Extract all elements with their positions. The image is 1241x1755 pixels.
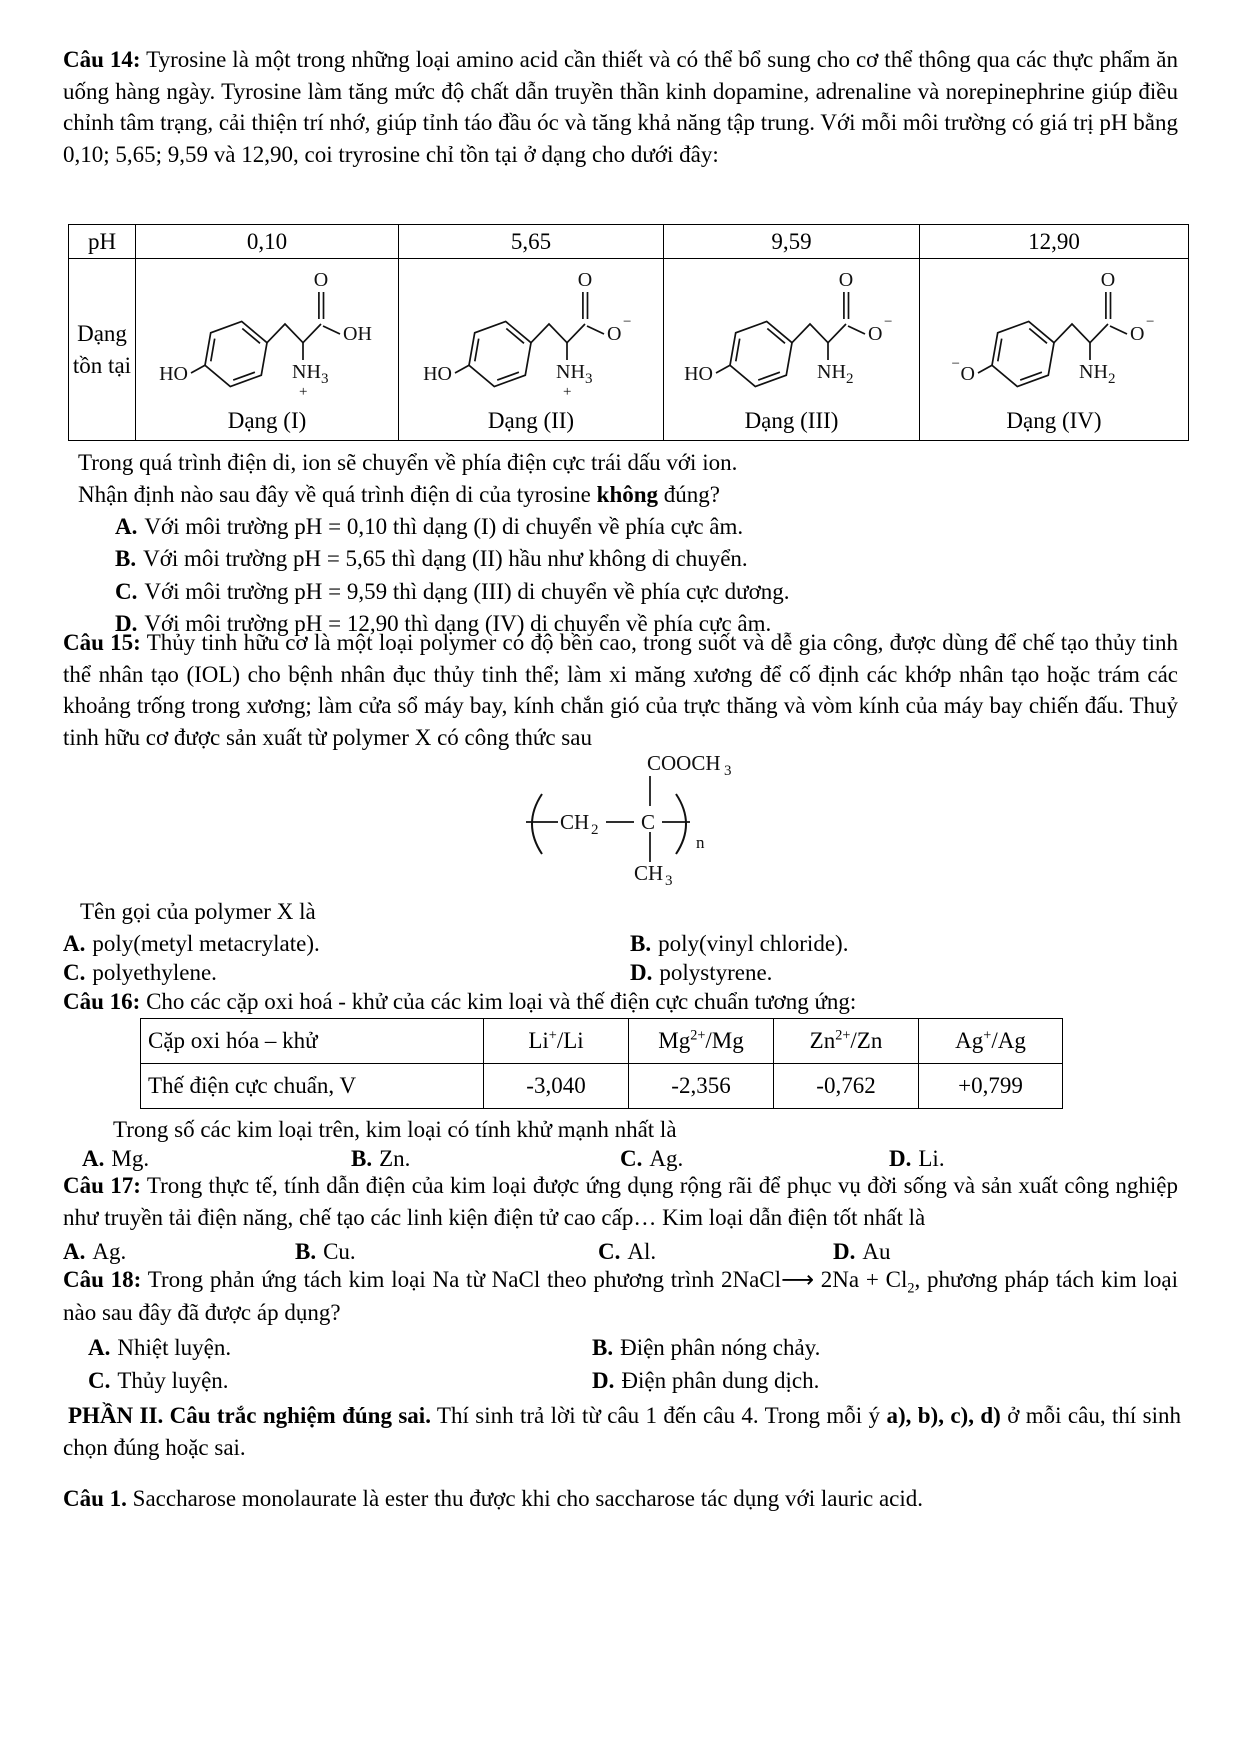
- q17-paragraph: [63, 1170, 1178, 1233]
- q17-options-row: [63, 1236, 1178, 1266]
- ph-header-cell: pH: [69, 225, 136, 259]
- potential-row-label: Thế điện cực chuẩn, V: [141, 1064, 484, 1109]
- acid-group: OH: [343, 323, 372, 345]
- q17-option-a: A. Ag.: [63, 1239, 127, 1264]
- q16-option-a: A. Mg.: [82, 1146, 150, 1171]
- ch3-group: CH: [634, 861, 664, 885]
- amine-group: NH: [292, 361, 321, 383]
- form-caption: Dạng (I): [227, 408, 307, 433]
- acid-group: O: [867, 323, 882, 345]
- q16-option-d: D. Li.: [889, 1146, 945, 1171]
- q16-intro: Câu 16: Cho các cặp oxi hoá - khử của các kim loại và thế điện cực chuẩn tương ứng:: [63, 989, 857, 1014]
- q15-label: Câu 15:: [63, 630, 141, 655]
- potential-value-cell: -0,762: [774, 1064, 919, 1109]
- form-cell-2: [399, 259, 664, 441]
- q17-label: Câu 17:: [63, 1173, 141, 1198]
- q14-option-d: D. Với môi trường pH = 12,90 thì dạng (IV) di chuyển về phía cực âm.: [115, 611, 772, 636]
- table-row: [69, 225, 1189, 259]
- pair-cell: $Zn^{2+}/Zn$: [774, 1019, 919, 1064]
- form-cell-3: [664, 259, 920, 441]
- q18-option-d: D. Điện phân dung dịch.: [592, 1368, 820, 1393]
- amine-group: NH: [816, 361, 846, 383]
- ester-group: COOCH: [647, 751, 721, 775]
- tyrosine-forms-table: [68, 224, 1189, 441]
- pair-cell: Ag+/Ag: [919, 1019, 1063, 1064]
- ester-sub: 3: [724, 763, 732, 779]
- q14-question: Nhận định nào sau đây về quá trình điện di của tyrosine không đúng?: [78, 482, 720, 507]
- q14-option-b: B. Với môi trường pH = 5,65 thì dạng (II) hầu như không di chuyển.: [115, 546, 748, 571]
- form-cell-4: [920, 259, 1189, 441]
- form-caption: Dạng (III): [744, 408, 839, 433]
- q14-body: Tyrosine là một trong những loại amino acid cần thiết và có thể bổ sung cho cơ thể thông qua các thực phẩm ăn uống hàng ngày. Tyrosine làm tăng mức độ chất dẫn truyền thần kinh dopamine, adrenaline và norepinephrine giúp điều chỉnh tâm trạng, cải thiện trí nhớ, giúp tỉnh táo đầu óc và tăng khả năng tập trung. Với mỗi môi trường có giá trị pH bằng 0,10; 5,65; 9,59 và 12,90, coi tryrosine chỉ tồn tại ở dạng cho dưới đây:: [63, 47, 1178, 167]
- q16-option-b: B. Zn.: [351, 1146, 411, 1171]
- q15-option-a: A. poly(metyl metacrylate).: [63, 931, 320, 956]
- polymer-x-structure: [470, 748, 770, 894]
- phenol-group: HO: [159, 363, 188, 385]
- amine-group: NH: [556, 361, 585, 383]
- q17-option-d: D. Au: [833, 1239, 891, 1264]
- q18-option-c: C. Thủy luyện.: [88, 1368, 229, 1393]
- ph-value-cell: 5,65: [399, 225, 664, 259]
- table-row: [141, 1019, 1063, 1064]
- amine-sub: 2: [1108, 371, 1116, 387]
- forms-row-label: Dạng tồn tại: [69, 259, 136, 441]
- q17-option-b: B. Cu.: [295, 1239, 356, 1264]
- amine-group: NH: [1079, 361, 1108, 383]
- amine-sub: 3: [585, 371, 593, 387]
- tyrosine-structure-II-svg: [422, 262, 640, 408]
- q14-paragraph: [63, 44, 1178, 170]
- acid-group: O: [1130, 323, 1145, 345]
- tyrosine-structure-I-svg: [158, 262, 376, 408]
- q17-body: Trong thực tế, tính dẫn điện của kim loại được ứng dụng rộng rãi để phục vụ đời sống và sản xuất công nghiệp như truyền tải điện năng, chế tạo các linh kiện điện tử cao cấp… Kim loại dẫn điện tốt nhất là: [63, 1173, 1179, 1230]
- amine-sub: 3: [321, 371, 329, 387]
- q14-option-a: A. Với môi trường pH = 0,10 thì dạng (I) di chuyển về phía cực âm.: [115, 514, 744, 539]
- q15-option-d: D. polystyrene.: [630, 960, 773, 985]
- c1-statement: Câu 1. Saccharose monolaurate là ester thu được khi cho saccharose tác dụng với lauric acid.: [63, 1486, 924, 1511]
- reaction-arrow: ⟶: [781, 1267, 815, 1293]
- ch3-sub: 3: [665, 873, 673, 888]
- q15-option-c: C. polyethylene.: [63, 960, 217, 985]
- q18-label: Câu 18:: [63, 1267, 142, 1292]
- q18-option-a: A. Nhiệt luyện.: [88, 1335, 232, 1360]
- carbonyl-O: O: [838, 269, 853, 291]
- form-caption: Dạng (II): [487, 408, 575, 433]
- phenol-group: HO: [423, 363, 452, 385]
- carbonyl-O: O: [313, 269, 329, 291]
- carbonyl-O: O: [1100, 269, 1116, 291]
- form-cell-1: [136, 259, 399, 441]
- q16-option-c: C. Ag.: [620, 1146, 684, 1171]
- pairs-header-cell: Cặp oxi hóa – khử: [141, 1019, 484, 1064]
- phenolate-charge: −: [951, 356, 960, 372]
- potential-value-cell: +0,799: [919, 1064, 1063, 1109]
- tyrosine-structure-IV-svg: [945, 262, 1163, 408]
- acid-charge: −: [1146, 314, 1155, 330]
- potential-value-cell: -3,040: [484, 1064, 629, 1109]
- q14-label: Câu 14:: [63, 47, 141, 72]
- acid-charge: −: [623, 314, 632, 330]
- q14-option-c: C. Với môi trường pH = 9,59 thì dạng (III) di chuyển về phía cực dương.: [115, 579, 790, 604]
- q18-paragraph: Câu 18: Trong phản ứng tách kim loại Na từ NaCl theo phương trình 2NaCl⟶ $2Na + Cl_2$, phương pháp tách kim loại nào sau đây đã được áp dụng?: [63, 1267, 1179, 1325]
- q14-note: Trong quá trình điện di, ion sẽ chuyển về phía điện cực trái dấu với ion.: [78, 450, 738, 475]
- carbonyl-O: O: [577, 269, 593, 291]
- table-row: [69, 259, 1189, 441]
- q15-option-b: B. poly(vinyl chloride).: [630, 931, 849, 956]
- q17-option-c: C. Al.: [598, 1239, 657, 1264]
- q16-label: Câu 16:: [63, 989, 141, 1014]
- ch2-sub: 2: [591, 822, 599, 838]
- electrode-potential-table: [140, 1018, 1063, 1109]
- repeat-n: n: [696, 833, 705, 852]
- potential-value-cell: -2,356: [629, 1064, 774, 1109]
- polymer-structure-svg: [470, 748, 770, 888]
- ph-value-cell: 9,59: [664, 225, 920, 259]
- amine-charge: +: [299, 384, 308, 400]
- ph-value-cell: 12,90: [920, 225, 1189, 259]
- q15-body: Thủy tinh hữu cơ là một loại polymer có độ bền cao, trong suốt và dễ gia công, được dùng để chế tạo thủy tinh thể nhân tạo (IOL) cho bệnh nhân đục thủy tinh thể; làm xi măng xương để cố định các khớp nhân tạo hoặc trám các khoảng trống trong xương; làm cửa sổ máy bay, kính chắn gió của trực thăng và vòm kính của máy bay chiến đấu. Thuỷ tinh hữu cơ được sản xuất từ polymer X có công thức sau: [63, 630, 1178, 750]
- phenol-group: O: [960, 363, 975, 385]
- q15-prompt: Tên gọi của polymer X là: [80, 899, 316, 924]
- q16-question: Trong số các kim loại trên, kim loại có tính khử mạnh nhất là: [113, 1117, 677, 1142]
- ch2-group: CH: [560, 810, 590, 834]
- acid-group: O: [607, 323, 622, 345]
- phan2-header: PHẦN II. Câu trắc nghiệm đúng sai. Thí sinh trả lời từ câu 1 đến câu 4. Trong mỗi ý a), b), c), d) ở mỗi câu, thí sinh chọn đúng hoặc sai.: [63, 1403, 1181, 1460]
- table-row: [141, 1064, 1063, 1109]
- pair-cell: Li+/Li: [484, 1019, 629, 1064]
- q15-paragraph: [63, 627, 1178, 753]
- q18-option-b: B. Điện phân nóng chảy.: [592, 1335, 821, 1360]
- amine-charge: +: [563, 384, 572, 400]
- q16-options-row: [63, 1143, 1178, 1173]
- ph-value-cell: 0,10: [136, 225, 399, 259]
- pair-cell: $Mg^{2+}/Mg$: [629, 1019, 774, 1064]
- tyrosine-structure-III-svg: [683, 262, 901, 408]
- c1-label: Câu 1.: [63, 1486, 127, 1511]
- amine-sub: 2: [845, 371, 853, 387]
- quaternary-carbon: C: [640, 810, 656, 834]
- phenol-group: HO: [683, 363, 713, 385]
- form-caption: Dạng (IV): [1006, 408, 1102, 433]
- acid-charge: −: [883, 314, 892, 330]
